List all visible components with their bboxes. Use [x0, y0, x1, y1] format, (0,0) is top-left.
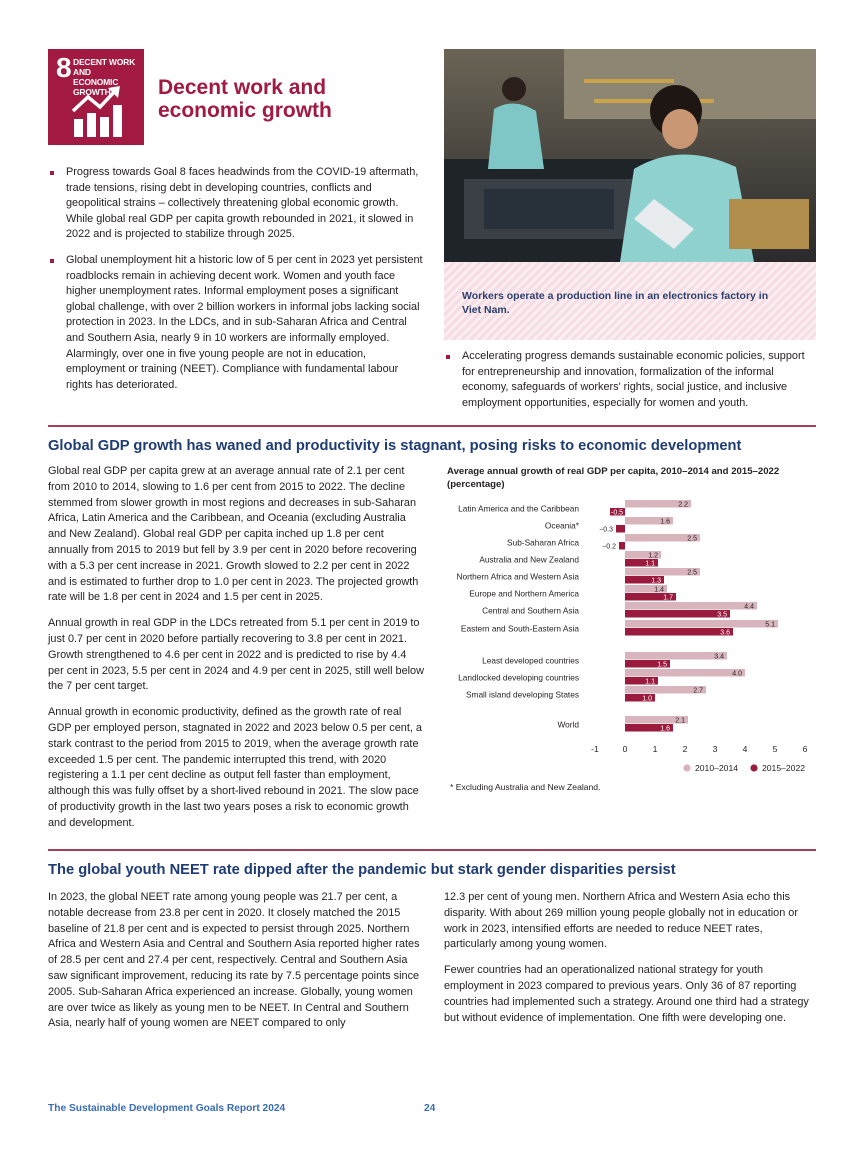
category-label: Landlocked developing countries [458, 672, 579, 683]
data-label: 1.6 [660, 518, 670, 526]
key-point: Accelerating progress demands sustainable economic policies, support for entrepreneurship and innovation, formalization of the informal economy, safeguards of workers' rights, social justice, and inclusive employment opportunities, especially for women and youth. [444, 349, 818, 411]
data-label: 4.4 [744, 603, 754, 611]
data-label: 2.2 [678, 501, 688, 509]
bar-2015-2022 [616, 525, 625, 533]
data-label: 3.5 [717, 611, 727, 619]
key-points-left [48, 165, 426, 403]
data-label: 1.3 [651, 577, 661, 585]
section-heading-gdp: Global GDP growth has waned and productivity is stagnant, posing risks to economic development [48, 438, 742, 454]
x-tick-label: 6 [802, 744, 808, 754]
data-label: 1.5 [657, 661, 667, 669]
data-label: 1.7 [663, 594, 673, 602]
goal-badge-label: DECENT WORK AND ECONOMIC GROWTH [73, 57, 136, 97]
data-label: 2.7 [693, 687, 703, 695]
x-tick-label: 3 [712, 744, 718, 754]
bar-2015-2022 [625, 610, 730, 618]
bar-2015-2022 [625, 628, 733, 636]
data-label: −0.3 [599, 526, 613, 534]
data-label: 2.1 [675, 717, 685, 725]
data-label: 1.0 [642, 695, 652, 703]
paragraph: In 2023, the global NEET rate among young people was 21.7 per cent, a notable decrease from 23.8 per cent in 2020. It closely matched the 2015 baseline of 21.8 per cent and is expected to persist through 2025. Northern Africa and Western Asia and Central and Southern Asia reported higher rates of 28.5 per cent and 27.4 per cent, respectively. Central and Southern Asia saw significant improvement, reducing its rate by 7.5 percentage points since 2005. Sub-Saharan Africa experienced an increase. Globally, young women are over twice as likely as young men to be NEET. In Central and Southern Asia, nearly half of young women are NEET compared to only [48, 891, 420, 1030]
footer-report-title: The Sustainable Development Goals Report 2024 [48, 1103, 286, 1114]
data-label: 3.4 [714, 653, 724, 661]
x-tick-label: -1 [591, 744, 599, 754]
paragraph: Fewer countries had an operationalized national strategy for youth employment in 2023 compared to previous years. Only 36 of 87 reporting countries had implemented such a strategy. Around one third had a strategy but without evidence of implementation. One fifth were developing one. [444, 964, 809, 1024]
legend-label-2010-2014: 2010–2014 [695, 763, 739, 773]
photo-caption: Workers operate a production line in an electronics factory in Viet Nam. [462, 290, 769, 316]
bar-2010-2014 [625, 602, 757, 610]
category-label: Europe and Northern America [469, 588, 579, 599]
category-label: Australia and New Zealand [479, 554, 579, 565]
data-label: 3.6 [720, 629, 730, 637]
data-label: 2.5 [687, 569, 697, 577]
factory-photo [444, 49, 816, 262]
data-label: 1.2 [648, 552, 658, 560]
paragraph: Global real GDP per capita grew at an average annual rate of 2.1 per cent from 2010 to 2014, slowing to 1.6 per cent from 2015 to 2022. The decline stemmed from slower growth in most regions and decreases in sub-Saharan Africa, Latin America and the Caribbean, and Oceania (excluding Australia and New Zealand). Global real GDP per capita inched up 1.8 per cent annually from 2015 to 2019 but fell by 3.9 per cent in 2020 before recovering with a 5.3 per cent increase in 2021. Growth slowed to 2.2 per cent in 2022 and is estimated to further drop to 1.0 per cent in 2023. The projected growth rate will be 1.8 per cent in 2024 and 1.5 per cent in 2025. [48, 465, 419, 604]
section-neet-text-right [444, 890, 816, 1036]
x-tick-label: 5 [772, 744, 778, 754]
paragraph: Annual growth in economic productivity, defined as the growth rate of real GDP per employed person, stagnated in 2022 and 2023 below 0.5 per cent, a stark contrast to the period from 2015 to 2019, when the average growth rate exceeded 1.5 per cent. The pandemic interrupted this trend, with 2020 registering a 1.1 per cent decline as output fell faster than employment, although this was fully offset by a short-lived rebound in 2021. The slow pace of productivity growth in the last two years poses a risk to economic growth and development. [48, 706, 422, 829]
bar-2010-2014 [625, 620, 778, 628]
bar-2010-2014 [625, 652, 727, 660]
category-label: Least developed countries [482, 655, 579, 666]
legend-swatch-2015-2022 [750, 764, 757, 771]
data-label: 5.1 [765, 621, 775, 629]
section-divider [48, 849, 816, 851]
chart-title: Average annual growth of real GDP per capita, 2010–2014 and 2015–2022 (percentage) [447, 466, 780, 490]
key-point: Global unemployment hit a historic low of 5 per cent in 2023 yet persistent roadblocks remain in achieving decent work. Women and youth face higher unemployment rates. Informal employment poses a significant global challenge, with over 2 billion workers in informal jobs lacking social protection in 2023. In the LDCs, and in sub-Saharan Africa and Central and Southern Asia, nearly 9 in 10 workers are informally employed. Alarmingly, over one in five young people are not in education, employment or training (NEET). Compliance with fundamental labour rights has deteriorated. [48, 253, 426, 393]
data-label: 4.0 [732, 670, 742, 678]
category-label: Oceania* [544, 520, 579, 531]
paragraph: Annual growth in real GDP in the LDCs retreated from 5.1 per cent in 2019 to just 0.7 per cent in 2020 before partially recovering to 3.8 per cent in 2021. Growth strengthened to 4.6 per cent in 2022 and is predicted to rise by 4.4 per cent in 2023, 5.5 per cent in 2024 and 4.9 per cent in 2025, still well below the 7 per cent target. [48, 617, 424, 693]
bar-2015-2022 [619, 542, 625, 550]
goal-8-badge [48, 49, 144, 145]
section-neet-text-left [48, 890, 424, 1042]
category-label: Small island developing States [466, 689, 579, 700]
x-tick-label: 0 [622, 744, 628, 754]
data-label: 1.1 [645, 560, 655, 568]
x-tick-label: 2 [682, 744, 688, 754]
x-tick-label: 4 [742, 744, 748, 754]
section-gdp-text [48, 464, 424, 842]
goal-number: 8 [56, 52, 72, 83]
key-points-right [444, 349, 818, 421]
gdp-growth-bar-chart [440, 494, 812, 782]
goal-title: Decent work and economic growth [158, 76, 332, 122]
key-point: Progress towards Goal 8 faces headwinds from the COVID-19 aftermath, trade tensions, rising debt in developing countries, conflicts and geopolitical strains – collectively threatening global economic growth. While global real GDP per capita growth rebounded in 2021, it slowed in 2022 and is projected to stabilize through 2025. [48, 165, 426, 243]
growth-chart-icon [70, 85, 124, 139]
legend-swatch-2010-2014 [683, 764, 690, 771]
category-label: Sub-Saharan Africa [507, 537, 579, 548]
bar-2010-2014 [625, 669, 745, 677]
legend-label-2015-2022: 2015–2022 [762, 763, 806, 773]
paragraph: 12.3 per cent of young men. Northern Africa and Western Asia echo this disparity. With about 269 million young people globally not in education or work in 2023, intensified efforts are needed to reduce NEET rates, particularly among young women. [444, 891, 798, 951]
data-label: 1.6 [660, 725, 670, 733]
category-label: Eastern and South-Eastern Asia [460, 623, 579, 634]
data-label: −0.2 [602, 543, 616, 551]
category-label: World [557, 719, 579, 730]
data-label: 1.1 [645, 678, 655, 686]
chart-footnote: * Excluding Australia and New Zealand. [450, 782, 601, 792]
data-label: -0.5 [611, 509, 624, 517]
data-label: 2.5 [687, 535, 697, 543]
category-label: Northern Africa and Western Asia [456, 571, 579, 582]
data-label: 1.4 [654, 586, 664, 594]
page-number: 24 [424, 1103, 436, 1114]
category-label: Latin America and the Caribbean [458, 503, 579, 514]
section-divider [48, 425, 816, 427]
category-label: Central and Southern Asia [482, 605, 579, 616]
section-heading-neet: The global youth NEET rate dipped after the pandemic but stark gender disparities persist [48, 862, 676, 878]
x-tick-label: 1 [652, 744, 658, 754]
